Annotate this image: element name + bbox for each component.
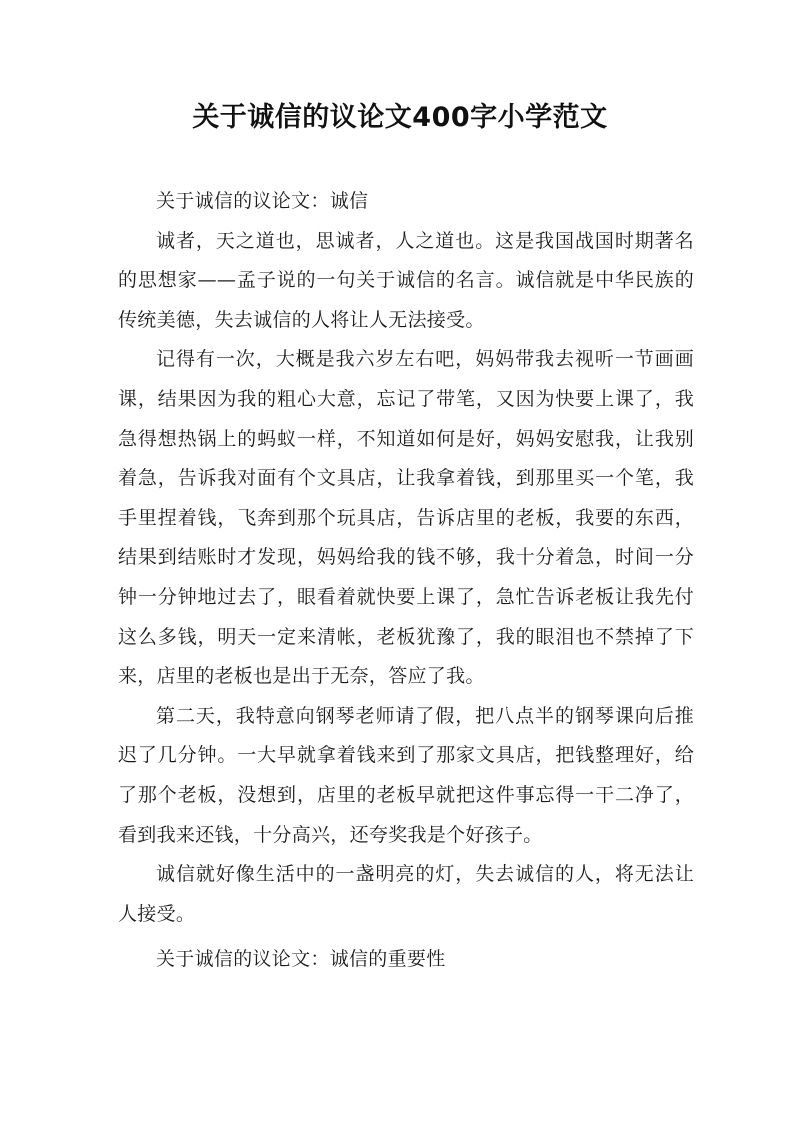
section-heading-1: 关于诚信的议论文：诚信 [156, 190, 369, 212]
paragraph-2: 记得有一次，大概是我六岁左右吧，妈妈带我去视听一节画画课，结果因为我的粗心大意，忘记了带笔，又因为快要上课了，我急得想热锅上的蚂蚁一样，不知道如何是好，妈妈安慰我，让我别着急，告诉我对面有个文具店，让我拿着钱，到那里买一个笔，我手里捏着钱，飞奔到那个玩具店，告诉店里的老板，我要的东西，结果到结账时才发现，妈妈给我的钱不够，我十分着急，时间一分钟一分钟地过去了，眼看着就快要上课了，急忙告诉老板让我先付这么多钱，明天一定来清帐，老板犹豫了，我的眼泪也不禁掉了下来，店里的老板也是出于无奈，答应了我。 [118, 348, 694, 688]
paragraph-3: 第二天，我特意向钢琴老师请了假，把八点半的钢琴课向后推迟了几分钟。一大早就拿着钱来到了那家文具店，把钱整理好，给了那个老板，没想到，店里的老板早就把这件事忘得一干二净了，看到我来还钱，十分高兴，还夸奖我是个好孩子。 [118, 704, 694, 846]
document-body [118, 182, 694, 980]
section-heading-2: 关于诚信的议论文：诚信的重要性 [156, 948, 446, 971]
paragraph-1: 诚者，天之道也，思诚者，人之道也。这是我国战国时期著名的思想家——孟子说的一句关于诚信的名言。诚信就是中华民族的传统美德，失去诚信的人将让人无法接受。 [118, 229, 694, 331]
paragraph-4: 诚信就好像生活中的一盏明亮的灯，失去诚信的人，将无法让人接受。 [118, 863, 694, 925]
page-title: 关于诚信的议论文400字小学范文 [192, 102, 608, 133]
